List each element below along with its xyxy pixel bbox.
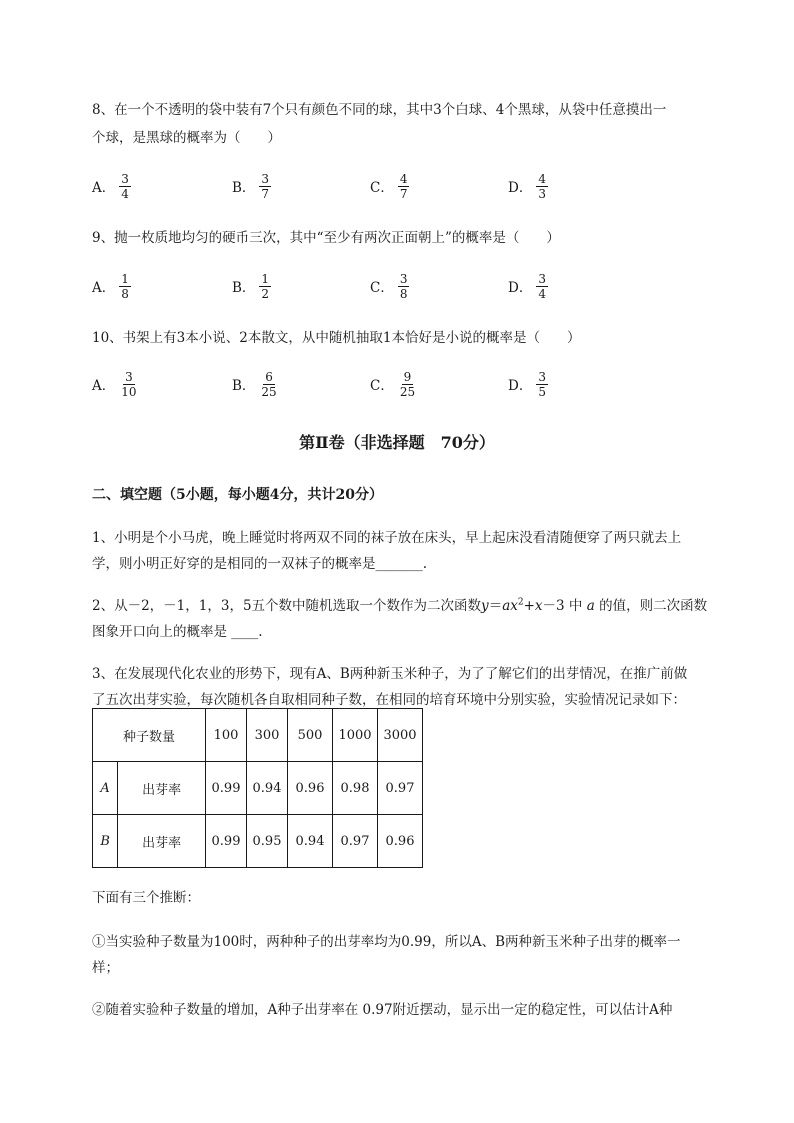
q10-options (92, 364, 692, 404)
option-letter: A． (92, 280, 116, 296)
row-name: B (93, 815, 118, 868)
header-label: 种子数量 (93, 709, 206, 762)
option-fraction (536, 272, 548, 301)
q10-line1: 10、书架上有3本小说、2本散文，从中随机抽取1本恰好是小说的概率是（ ） (92, 330, 581, 346)
frac-num: 3 (121, 171, 129, 186)
f3-line1: 3、在发展现代化农业的形势下，现有A、B两种新玉米种子，为了了解它们的出芽情况，在推广前做 (92, 666, 688, 682)
frac-num: 3 (538, 369, 546, 384)
frac-den: 8 (399, 286, 408, 301)
count-cell: 1000 (333, 709, 378, 762)
option-fraction (536, 172, 548, 201)
frac-num: 3 (261, 171, 270, 186)
frac-den: 4 (121, 186, 129, 201)
value-cell: 0.96 (378, 815, 423, 868)
count-cell: 500 (288, 709, 333, 762)
frac-den: 2 (261, 286, 270, 301)
frac-den: 3 (538, 186, 546, 201)
option-letter: C． (370, 180, 394, 196)
option-fraction (259, 272, 271, 301)
f1-line1: 1、小明是个小马虎，晚上睡觉时将两双不同的袜子放在床头，早上起床没看清随便穿了两只就去上 (92, 530, 682, 546)
frac-num: 4 (538, 171, 546, 186)
math-x: x (534, 598, 543, 614)
table-header-row (93, 709, 423, 762)
q8-line2: 个球，是黑球的概率为（ ） (92, 130, 281, 146)
inference-1-line1: ①当实验种子数量为100时，两种种子的出芽率均为0.99，所以A、B两种新玉米种子出芽的概率一 (92, 934, 681, 950)
q10-option-d[interactable] (508, 364, 548, 404)
option-letter: A． (92, 378, 116, 394)
value-cell: 0.99 (206, 762, 247, 815)
value-cell: 0.98 (333, 762, 378, 815)
option-fraction (536, 370, 548, 399)
q9-line1: 9、抛一枚质地均匀的硬币三次，其中“至少有两次正面朝上”的概率是（ ） (92, 230, 560, 246)
math-a: a (586, 598, 595, 614)
q8-option-c[interactable] (370, 166, 409, 206)
option-fraction (119, 272, 131, 301)
frac-den: 8 (121, 286, 129, 301)
frac-num: 9 (403, 369, 412, 384)
frac-den: 5 (538, 384, 546, 399)
value-cell: 0.97 (378, 762, 423, 815)
frac-den: 7 (261, 186, 270, 201)
q10-option-b[interactable] (232, 364, 279, 404)
frac-num: 6 (265, 369, 273, 384)
f1-line2: 学，则小明正好穿的是相同的一双袜子的概率是_______. (92, 556, 428, 572)
frac-den: 25 (261, 384, 277, 399)
value-cell: 0.97 (333, 815, 378, 868)
value-cell: 0.95 (247, 815, 288, 868)
f2-text: 2、从－2，－1，1，3，5五个数中随机选取一个数作为二次函数 (92, 598, 482, 614)
frac-num: 3 (538, 271, 546, 286)
frac-num: 1 (121, 271, 129, 286)
f2-line2: 图象开口向上的概率是 ____. (92, 624, 263, 640)
math-x: x (510, 598, 518, 614)
q9-option-d[interactable] (508, 266, 548, 306)
q10-option-c[interactable] (370, 364, 417, 404)
germination-table (92, 708, 423, 868)
option-letter: B． (232, 280, 256, 296)
frac-den: 25 (399, 384, 416, 399)
option-fraction (398, 272, 410, 301)
option-letter: A． (92, 180, 116, 196)
f2-line1 (92, 594, 707, 614)
frac-den: 10 (121, 384, 137, 399)
q8-line1: 8、在一个不透明的袋中装有7个只有颜色不同的球，其中3个白球、4个黑球，从袋中任意摸出一 (92, 102, 667, 118)
q9-option-a[interactable] (92, 266, 131, 306)
q8-option-d[interactable] (508, 166, 548, 206)
option-letter: D． (508, 378, 533, 394)
value-cell: 0.96 (288, 762, 333, 815)
option-fraction (119, 172, 131, 201)
value-cell: 0.94 (288, 815, 333, 868)
frac-num: 3 (125, 369, 133, 384)
section-title: 第Ⅱ卷（非选择题 70分） (299, 433, 495, 452)
option-letter: D． (508, 180, 533, 196)
f2-text: 的值，则二次函数 (594, 598, 708, 614)
value-cell: 0.99 (206, 815, 247, 868)
option-fraction (398, 370, 417, 399)
option-fraction (259, 370, 278, 399)
frac-den: 7 (399, 186, 408, 201)
math-exponent: 2 (517, 597, 524, 608)
f2-text: －3 中 (542, 598, 587, 614)
count-cell: 100 (206, 709, 247, 762)
frac-num: 1 (261, 271, 270, 286)
math-plus: + (523, 598, 535, 614)
option-letter: D． (508, 280, 533, 296)
q9-option-c[interactable] (370, 266, 409, 306)
option-letter: C． (370, 378, 394, 394)
table-row (93, 815, 423, 868)
count-cell: 300 (247, 709, 288, 762)
value-cell: 0.94 (247, 762, 288, 815)
option-fraction (398, 172, 410, 201)
option-fraction (259, 172, 271, 201)
frac-num: 3 (399, 271, 408, 286)
frac-num: 4 (399, 171, 408, 186)
q8-options (92, 166, 692, 206)
f3-line2: 了五次出芽实验，每次随机各自取相同种子数，在相同的培育环境中分别实验，实验情况记录如下： (92, 692, 686, 708)
math-eq: ＝ (488, 598, 503, 614)
option-letter: B． (232, 180, 256, 196)
math-y: y (481, 598, 489, 614)
frac-den: 4 (538, 286, 546, 301)
q9-options (92, 266, 692, 306)
option-letter: C． (370, 280, 394, 296)
row-label: 出芽率 (118, 815, 206, 868)
math-a: a (502, 598, 511, 614)
row-name: A (93, 762, 118, 815)
f3-after-table: 下面有三个推断： (92, 890, 200, 906)
q8-option-b[interactable] (232, 166, 271, 206)
q10-option-a[interactable] (92, 364, 139, 404)
q8-option-a[interactable] (92, 166, 131, 206)
option-letter: B． (232, 378, 256, 394)
q9-option-b[interactable] (232, 266, 271, 306)
option-fraction (119, 370, 138, 399)
count-cell: 3000 (378, 709, 423, 762)
section-subheading: 二、填空题（5小题，每小题4分，共计20分） (92, 487, 383, 503)
table-row (93, 762, 423, 815)
inference-2-line1: ②随着实验种子数量的增加，A种子出芽率在 0.97附近摆动，显示出一定的稳定性，可以估计A种 (92, 1002, 673, 1018)
inference-1-line2: 样； (92, 960, 119, 976)
row-label: 出芽率 (118, 762, 206, 815)
